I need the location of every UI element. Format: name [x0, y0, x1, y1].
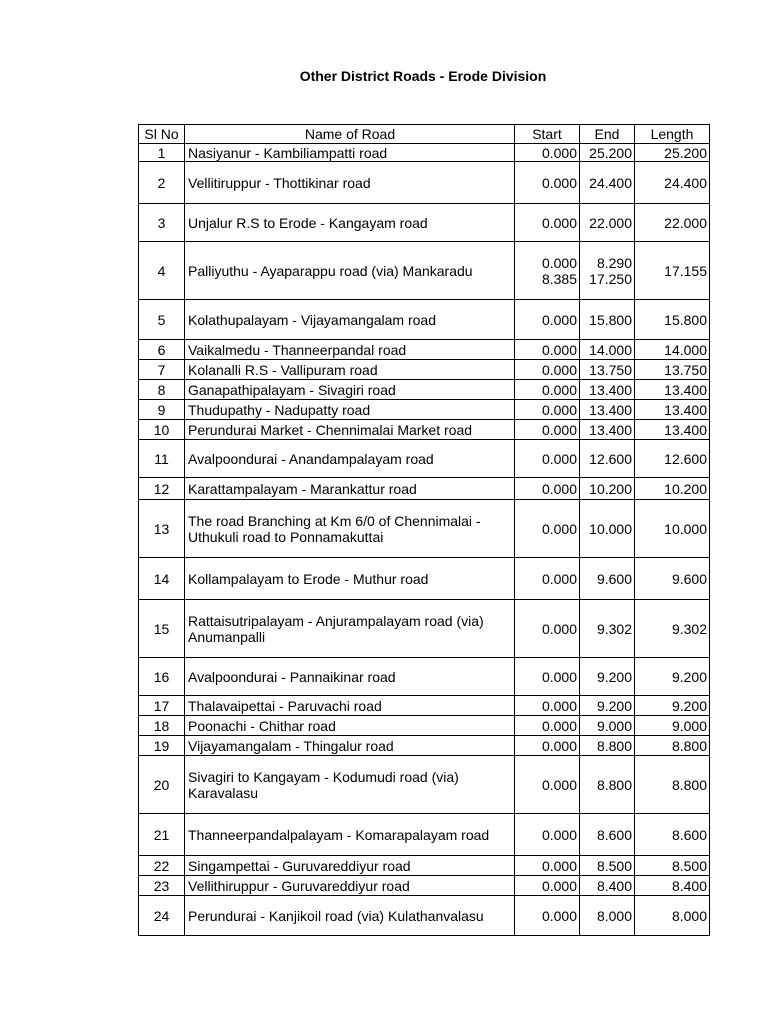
cell-start: 0.000 — [515, 814, 580, 856]
cell-road-name: Thalavaipettai - Paruvachi road — [185, 696, 515, 716]
table-row — [139, 716, 710, 736]
cell-end: 13.400 — [580, 420, 635, 440]
cell-length: 8.600 — [635, 814, 710, 856]
cell-length: 13.400 — [635, 380, 710, 400]
table-row — [139, 360, 710, 380]
cell-road-name: Thudupathy - Nadupatty road — [185, 400, 515, 420]
cell-sl-no: 22 — [139, 856, 185, 876]
cell-sl-no: 6 — [139, 340, 185, 360]
cell-road-name: Perundurai Market - Chennimalai Market road — [185, 420, 515, 440]
cell-sl-no: 11 — [139, 440, 185, 478]
cell-end: 25.200 — [580, 144, 635, 162]
cell-length: 9.600 — [635, 558, 710, 600]
cell-length: 25.200 — [635, 144, 710, 162]
table-row — [139, 500, 710, 558]
cell-road-name: Kolathupalayam - Vijayamangalam road — [185, 300, 515, 340]
cell-road-name: Ganapathipalayam - Sivagiri road — [185, 380, 515, 400]
cell-sl-no: 16 — [139, 658, 185, 696]
table-row — [139, 380, 710, 400]
cell-start: 0.000 — [515, 876, 580, 896]
cell-sl-no: 13 — [139, 500, 185, 558]
cell-road-name: Thanneerpandalpalayam - Komarapalayam road — [185, 814, 515, 856]
cell-sl-no: 23 — [139, 876, 185, 896]
cell-start: 0.000 — [515, 162, 580, 204]
table-row — [139, 876, 710, 896]
table-row — [139, 340, 710, 360]
cell-end: 9.200 — [580, 696, 635, 716]
table-row — [139, 736, 710, 756]
cell-length: 8.800 — [635, 756, 710, 814]
cell-end: 12.600 — [580, 440, 635, 478]
cell-road-name: Avalpoondurai - Pannaikinar road — [185, 658, 515, 696]
cell-length: 15.800 — [635, 300, 710, 340]
cell-start: 0.000 — [515, 440, 580, 478]
cell-start: 0.000 — [515, 420, 580, 440]
cell-sl-no: 1 — [139, 144, 185, 162]
cell-road-name: Vellithiruppur - Guruvareddiyur road — [185, 876, 515, 896]
cell-end: 24.400 — [580, 162, 635, 204]
cell-sl-no: 12 — [139, 478, 185, 500]
page-title: Other District Roads - Erode Division — [299, 68, 547, 84]
cell-start: 0.000 — [515, 400, 580, 420]
table-row — [139, 204, 710, 242]
cell-end: 10.000 — [580, 500, 635, 558]
cell-start: 0.000 — [515, 500, 580, 558]
cell-length: 10.000 — [635, 500, 710, 558]
cell-end: 8.600 — [580, 814, 635, 856]
cell-start: 0.000 — [515, 478, 580, 500]
table-body — [139, 144, 710, 936]
cell-start: 0.000 — [515, 360, 580, 380]
cell-sl-no: 9 — [139, 400, 185, 420]
roads-table — [138, 124, 710, 936]
table-row — [139, 420, 710, 440]
table-row — [139, 300, 710, 340]
cell-end: 10.200 — [580, 478, 635, 500]
cell-start: 0.000 — [515, 600, 580, 658]
cell-length: 8.000 — [635, 896, 710, 936]
cell-start: 0.000 — [515, 204, 580, 242]
cell-length: 17.155 — [635, 242, 710, 300]
cell-sl-no: 17 — [139, 696, 185, 716]
table-row — [139, 478, 710, 500]
cell-sl-no: 14 — [139, 558, 185, 600]
cell-road-name: Vellitiruppur - Thottikinar road — [185, 162, 515, 204]
cell-end: 9.302 — [580, 600, 635, 658]
table-row — [139, 756, 710, 814]
cell-length: 22.000 — [635, 204, 710, 242]
table-row — [139, 400, 710, 420]
cell-length: 9.000 — [635, 716, 710, 736]
cell-road-name: Vaikalmedu - Thanneerpandal road — [185, 340, 515, 360]
cell-start: 0.000 — [515, 716, 580, 736]
cell-sl-no: 2 — [139, 162, 185, 204]
cell-start: 0.000 — [515, 144, 580, 162]
cell-road-name: Perundurai - Kanjikoil road (via) Kulathanvalasu — [185, 896, 515, 936]
cell-road-name: Kollampalayam to Erode - Muthur road — [185, 558, 515, 600]
cell-road-name: Poonachi - Chithar road — [185, 716, 515, 736]
cell-start: 0.000 — [515, 696, 580, 716]
cell-sl-no: 4 — [139, 242, 185, 300]
cell-start: 0.000 — [515, 300, 580, 340]
cell-length: 12.600 — [635, 440, 710, 478]
table-row — [139, 658, 710, 696]
cell-length: 8.800 — [635, 736, 710, 756]
cell-end: 8.290 17.250 — [580, 242, 635, 300]
cell-road-name: Rattaisutripalayam - Anjurampalayam road (via) Anumanpalli — [185, 600, 515, 658]
cell-length: 9.200 — [635, 696, 710, 716]
cell-road-name: Sivagiri to Kangayam - Kodumudi road (via) Karavalasu — [185, 756, 515, 814]
cell-length: 13.400 — [635, 400, 710, 420]
cell-sl-no: 19 — [139, 736, 185, 756]
table-row — [139, 440, 710, 478]
header-sl-no: Sl No — [139, 125, 185, 144]
table-row — [139, 144, 710, 162]
cell-road-name: Palliyuthu - Ayaparappu road (via) Mankaradu — [185, 242, 515, 300]
cell-sl-no: 18 — [139, 716, 185, 736]
header-length: Length — [635, 125, 710, 144]
cell-start: 0.000 — [515, 736, 580, 756]
cell-end: 8.800 — [580, 736, 635, 756]
table-row — [139, 162, 710, 204]
cell-length: 13.400 — [635, 420, 710, 440]
table-row — [139, 814, 710, 856]
cell-sl-no: 8 — [139, 380, 185, 400]
cell-road-name: Karattampalayam - Marankattur road — [185, 478, 515, 500]
cell-road-name: The road Branching at Km 6/0 of Chennimalai - Uthukuli road to Ponnamakuttai — [185, 500, 515, 558]
cell-sl-no: 5 — [139, 300, 185, 340]
cell-start: 0.000 — [515, 658, 580, 696]
cell-end: 13.750 — [580, 360, 635, 380]
cell-start: 0.000 8.385 — [515, 242, 580, 300]
cell-end: 9.600 — [580, 558, 635, 600]
cell-start: 0.000 — [515, 756, 580, 814]
cell-end: 13.400 — [580, 380, 635, 400]
cell-end: 13.400 — [580, 400, 635, 420]
cell-start: 0.000 — [515, 340, 580, 360]
cell-road-name: Kolanalli R.S - Vallipuram road — [185, 360, 515, 380]
cell-length: 9.302 — [635, 600, 710, 658]
cell-sl-no: 20 — [139, 756, 185, 814]
cell-length: 9.200 — [635, 658, 710, 696]
cell-road-name: Avalpoondurai - Anandampalayam road — [185, 440, 515, 478]
table-row — [139, 558, 710, 600]
table-row — [139, 896, 710, 936]
cell-end: 14.000 — [580, 340, 635, 360]
cell-end: 8.000 — [580, 896, 635, 936]
table-row — [139, 856, 710, 876]
cell-sl-no: 10 — [139, 420, 185, 440]
cell-sl-no: 15 — [139, 600, 185, 658]
cell-start: 0.000 — [515, 896, 580, 936]
cell-sl-no: 24 — [139, 896, 185, 936]
cell-sl-no: 7 — [139, 360, 185, 380]
cell-end: 8.400 — [580, 876, 635, 896]
cell-road-name: Singampettai - Guruvareddiyur road — [185, 856, 515, 876]
table-header-row — [139, 125, 710, 144]
header-start: Start — [515, 125, 580, 144]
header-name-of-road: Name of Road — [185, 125, 515, 144]
cell-length: 14.000 — [635, 340, 710, 360]
table-row — [139, 696, 710, 716]
cell-sl-no: 3 — [139, 204, 185, 242]
cell-end: 9.000 — [580, 716, 635, 736]
cell-end: 15.800 — [580, 300, 635, 340]
cell-start: 0.000 — [515, 856, 580, 876]
cell-end: 9.200 — [580, 658, 635, 696]
cell-length: 10.200 — [635, 478, 710, 500]
cell-end: 8.500 — [580, 856, 635, 876]
cell-end: 8.800 — [580, 756, 635, 814]
cell-length: 13.750 — [635, 360, 710, 380]
cell-start: 0.000 — [515, 380, 580, 400]
header-end: End — [580, 125, 635, 144]
cell-start: 0.000 — [515, 558, 580, 600]
table-row — [139, 600, 710, 658]
cell-length: 8.500 — [635, 856, 710, 876]
table-row — [139, 242, 710, 300]
cell-length: 24.400 — [635, 162, 710, 204]
cell-road-name: Vijayamangalam - Thingalur road — [185, 736, 515, 756]
cell-road-name: Unjalur R.S to Erode - Kangayam road — [185, 204, 515, 242]
cell-sl-no: 21 — [139, 814, 185, 856]
cell-road-name: Nasiyanur - Kambiliampatti road — [185, 144, 515, 162]
cell-end: 22.000 — [580, 204, 635, 242]
cell-length: 8.400 — [635, 876, 710, 896]
